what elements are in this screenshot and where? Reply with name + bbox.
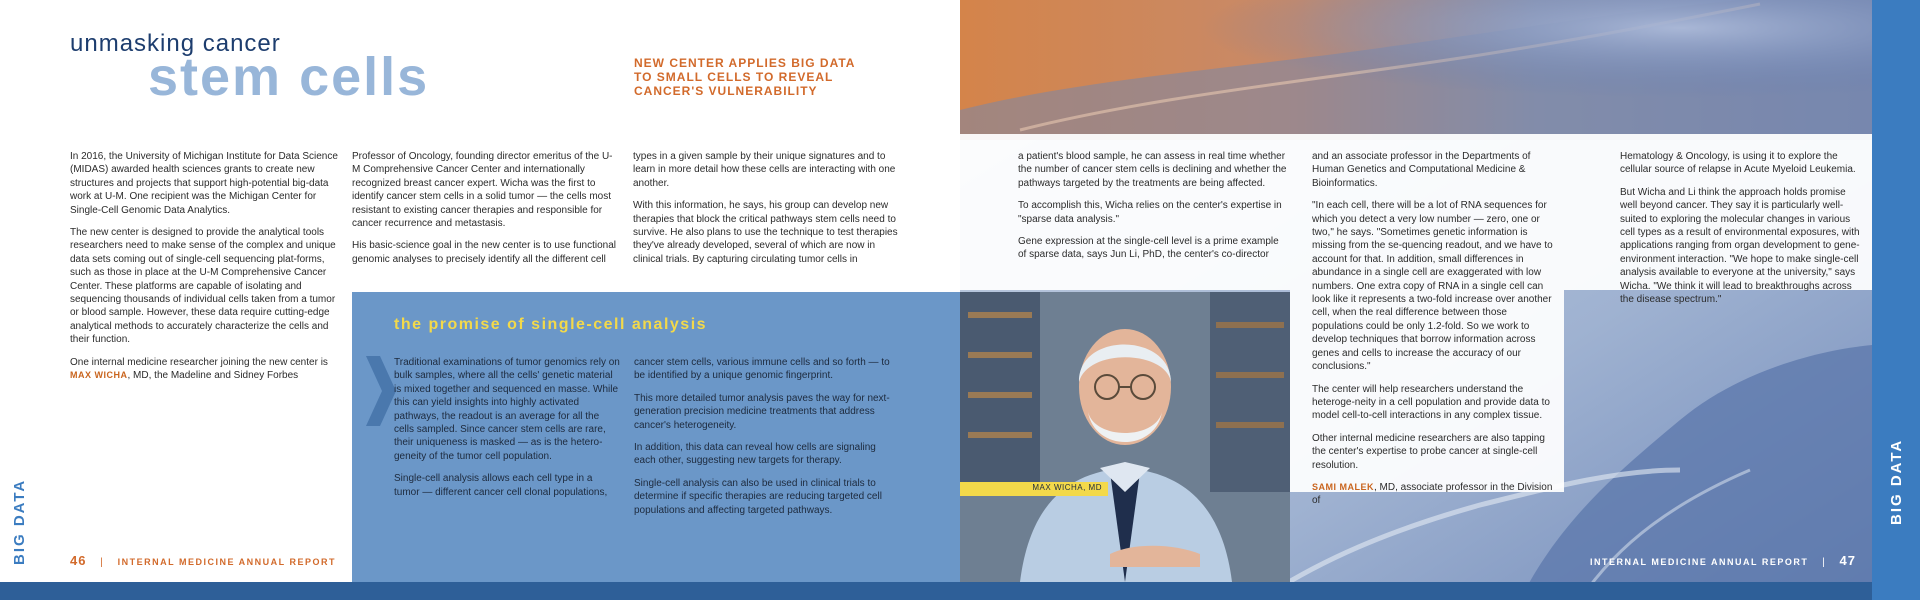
paragraph-text: One internal medicine researcher joining the new center is [70, 356, 328, 368]
publication-name: INTERNAL MEDICINE ANNUAL REPORT [1590, 557, 1809, 567]
bottom-stripe [960, 582, 1920, 600]
paragraph: The new center is designed to provide the analytical tools researchers need to make sense of the complex and unique data sets coming out of single-cell sequencing plat-forms, such as those in place at the U-M Comprehensive Cancer Center. These platforms are capable of isolating and sequencing thousands of individual cells taken from a tumor or blood sample. However, these data require cutting-edge analytical methods to accurately characterize the cells and their function. [70, 227, 336, 346]
paragraph: The center will help researchers understand the heteroge-neity in a cell population and provide data to model cell-to-cell interactions in any complex tissue. [1312, 383, 1550, 422]
paragraph: types in a given sample by their unique signatures and to learn in more detail how these cells are interacting with one another. [633, 151, 896, 189]
portrait-image [960, 292, 1290, 582]
body-column-5 [1312, 150, 1554, 517]
left-folio [70, 553, 336, 568]
paragraph: "In each cell, there will be a lot of RNA sequences for which you detect a very low number — zero, one or two," he says. "Sometimes genetic information is missing from the se-quencing readout, and we have to account for that. In addition, small differences in abundance in a single cell are exaggerated with low numbers. One extra copy of RNA in a single cell can look like it represents a two-fold increase over another cell, when the real difference between those populations could be only 1.2-fold. So we work to develop techniques that borrow information across genes and cells to increase the accuracy of our conclusions." [1312, 200, 1553, 373]
page-number: 47 [1839, 553, 1856, 568]
sidebar-box-column-2 [634, 356, 894, 526]
article-subtitle: NEW CENTER APPLIES BIG DATA TO SMALL CELLS TO REVEAL CANCER'S VULNERABILITY [634, 56, 856, 98]
chevron-right-icon [366, 356, 396, 426]
left-sidebar [0, 0, 30, 600]
paragraph: a patient's blood sample, he can assess in real time whether the number of cancer stem cells is declining and whether the pathways targeted by the treatments are being affected. [1018, 151, 1287, 189]
paragraph-text: , MD, the Madeline and Sidney Forbes [127, 370, 299, 382]
researcher-name: SAMI MALEK [1312, 481, 1374, 492]
body-column-2 [352, 150, 618, 275]
body-column-4 [1018, 150, 1288, 271]
paragraph: His basic-science goal in the new center is to use functional genomic analyses to precisely identify all the different cell [352, 240, 617, 265]
right-section-label: BIG DATA [1888, 438, 1905, 525]
paragraph: Professor of Oncology, founding director emeritus of the U-M Comprehensive Cancer Center and internationally recognized breast cancer expert. Wicha was the first to identify cancer stem cells in a solid tumor — the cells most resistant to existing cancer therapies and responsible for cancer recurrence and metastasis. [352, 151, 613, 230]
paragraph: Single-cell analysis can also be used in clinical trials to determine if specific therapies are reducing targeted cell populations and affecting targeted pathways. [634, 477, 882, 516]
paragraph: and an associate professor in the Departments of Human Genetics and Computational Medicine & Bioinformatics. [1312, 151, 1531, 189]
paragraph-text: , MD, associate professor in the Division of [1312, 481, 1553, 507]
folio-separator: | [1822, 557, 1826, 568]
bottom-stripe [0, 582, 960, 600]
paragraph: In 2016, the University of Michigan Institute for Data Science (MIDAS) awarded health sciences grants to create new structures and projects that support high-potential big-data work at U-M. One recipient was the Michigan Center for Single-Cell Genomic Data Analytics. [70, 151, 338, 216]
photo-caption [960, 482, 1108, 496]
paragraph: Other internal medicine researchers are also tapping the center's expertise to probe cancer at single-cell resolution. [1312, 432, 1545, 471]
sidebar-box-title: the promise of single-cell analysis [394, 316, 708, 333]
body-column-3 [633, 150, 901, 275]
sidebar-box-column-1 [394, 356, 620, 508]
researcher-portrait [960, 292, 1290, 582]
right-folio [1590, 553, 1856, 568]
body-column-6 [1620, 150, 1860, 315]
right-page [960, 0, 1920, 600]
paragraph: Traditional examinations of tumor genomics rely on bulk samples, where all the cells' genetic material is mixed together and sequenced en masse. While this can yield insights into highly activated pathways, the readout is an average for all the cells sampled. Since cancer stem cells are rare, their uniqueness is masked — as is the hetero-geneity of the tumor cell population. [394, 357, 620, 462]
publication-name: INTERNAL MEDICINE ANNUAL REPORT [117, 557, 336, 567]
paragraph: To accomplish this, Wicha relies on the center's expertise in "sparse data analysis." [1018, 200, 1282, 225]
paragraph: In addition, this data can reveal how cells are signaling each other, suggesting new targets for therapy. [634, 442, 876, 467]
paragraph: But Wicha and Li think the approach holds promise well beyond cancer. They say it is particularly well-suited to exploring the molecular changes in various cell types as a result of environmental exposures, with applications ranging from organ development to gene-environment interaction. "We hope to make single-cell analysis available to everyone at the university," says Wicha. "We think it will lead to breakthroughs across the disease spectrum." [1620, 186, 1860, 306]
paragraph: With this information, he says, his group can develop new therapies that block the critical pathways stem cells need to survive. He also plans to use the technique to test therapies they've already developed, several of which are now in clinical trials. By capturing circulating tumor cells in [633, 200, 898, 265]
left-section-label: BIG DATA [11, 478, 28, 565]
photo-caption-text: MAX WICHA, MD [1032, 483, 1102, 492]
body-column-1 [70, 150, 342, 392]
paragraph: This more detailed tumor analysis paves the way for next-generation precision medicine treatments that address cancer's heterogeneity. [634, 392, 890, 431]
sidebar-box [352, 292, 960, 582]
page-number: 46 [70, 553, 87, 568]
paragraph: Hematology & Oncology, is using it to explore the cellular source of relapse in Acute Myeloid Leukemia. [1620, 151, 1856, 176]
paragraph: cancer stem cells, various immune cells and so forth — to be identified by a unique genomic fingerprint. [634, 357, 890, 382]
paragraph [1312, 481, 1554, 508]
title-kicker: unmasking cancer [70, 30, 281, 57]
right-sidebar [1872, 0, 1920, 600]
paragraph [70, 356, 342, 383]
paragraph: Single-cell analysis allows each cell type in a tumor — different cancer cell clonal populations, [394, 473, 608, 498]
folio-separator: | [100, 557, 104, 568]
researcher-name: MAX WICHA [70, 370, 128, 381]
page-title: stem cells [148, 47, 430, 107]
paragraph: Gene expression at the single-cell level is a prime example of sparse data, says Jun Li, PhD, the center's co-director [1018, 236, 1279, 261]
